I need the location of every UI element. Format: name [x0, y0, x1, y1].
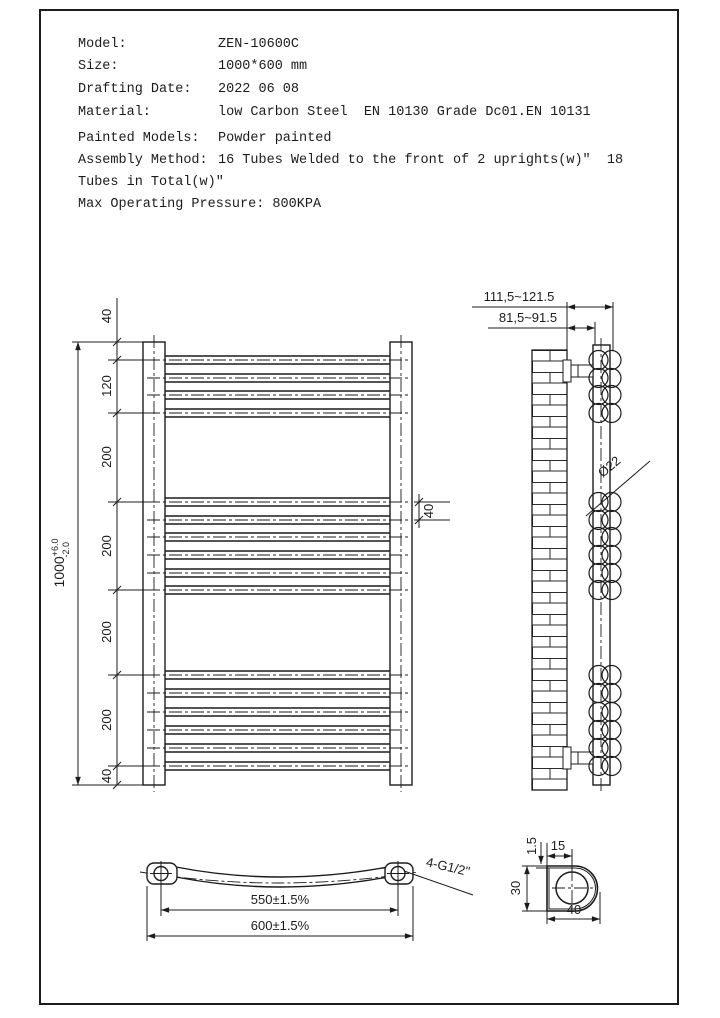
- dim-gap-2: 200: [99, 535, 114, 557]
- spec-value: Tubes in Total(w)": [78, 175, 224, 190]
- dim-bottom-offset: 40: [99, 768, 114, 784]
- dim-gap-1: 200: [99, 446, 114, 468]
- spec-row-max-pressure: [78, 196, 321, 214]
- dim-top-offset: 40: [99, 308, 114, 324]
- spec-row-drafting-date: [78, 81, 299, 99]
- dim-profile-height: 30: [508, 880, 523, 896]
- spec-label: Material:: [78, 105, 151, 120]
- spec-row-model: [78, 36, 299, 54]
- spec-row-material: [78, 104, 591, 122]
- spec-label: Size:: [78, 59, 119, 74]
- spec-label: Drafting Date:: [78, 82, 192, 97]
- spec-value: low Carbon Steel EN 10130 Grade Dc01.EN 10131: [218, 105, 591, 120]
- dim-gap-4: 200: [99, 709, 114, 731]
- spec-row-assembly-method: [78, 152, 623, 170]
- curved-tube-bottom-edge: [176, 877, 388, 887]
- spec-value: 16 Tubes Welded to the front of 2 uprights(w)" 18: [218, 153, 624, 168]
- section-view: [508, 837, 600, 924]
- spec-label: Assembly Method:: [78, 153, 208, 168]
- dim-top-group: 120: [99, 375, 114, 397]
- spec-row-assembly-continuation: [78, 174, 224, 192]
- dim-center-distance: 550±1.5%: [250, 892, 310, 907]
- spec-label: Model:: [78, 37, 127, 52]
- dim-hole-offset: 15: [550, 838, 566, 853]
- spec-value: ZEN-10600C: [218, 37, 300, 52]
- dim-gap-3: 200: [99, 621, 114, 643]
- dim-wall-thickness: 1.5: [524, 836, 539, 856]
- dim-tube-pitch: 40: [421, 503, 436, 519]
- front-view: [50, 298, 450, 792]
- spec-value: 1000*600 mm: [218, 59, 308, 74]
- curved-tube-top-edge: [176, 867, 388, 877]
- spec-row-painted-models: [78, 130, 331, 148]
- spec-label: Painted Models:: [78, 131, 200, 146]
- dim-thread-spec: 4-G1/2": [424, 854, 472, 879]
- dim-wall-to-upright: 81,5~91.5: [498, 310, 558, 325]
- dim-wall-to-tube: 111,5~121.5: [483, 289, 555, 304]
- spec-row-size: [78, 58, 307, 76]
- dim-profile-depth: 40: [566, 902, 582, 917]
- dim-tube-diameter: Ø22: [594, 452, 624, 481]
- dim-overall-width: 600±1.5%: [250, 918, 310, 933]
- wall: [532, 350, 567, 790]
- spec-value: Max Operating Pressure: 800KPA: [78, 197, 322, 212]
- side-view: [472, 289, 650, 793]
- spec-value: Powder painted: [218, 131, 332, 146]
- bottom-view: [140, 854, 473, 941]
- dim-overall-height: $1000^{+6.0}-2.0$: [50, 538, 71, 588]
- spec-value: 2022 06 08: [218, 82, 300, 97]
- front-tubes: [147, 356, 408, 770]
